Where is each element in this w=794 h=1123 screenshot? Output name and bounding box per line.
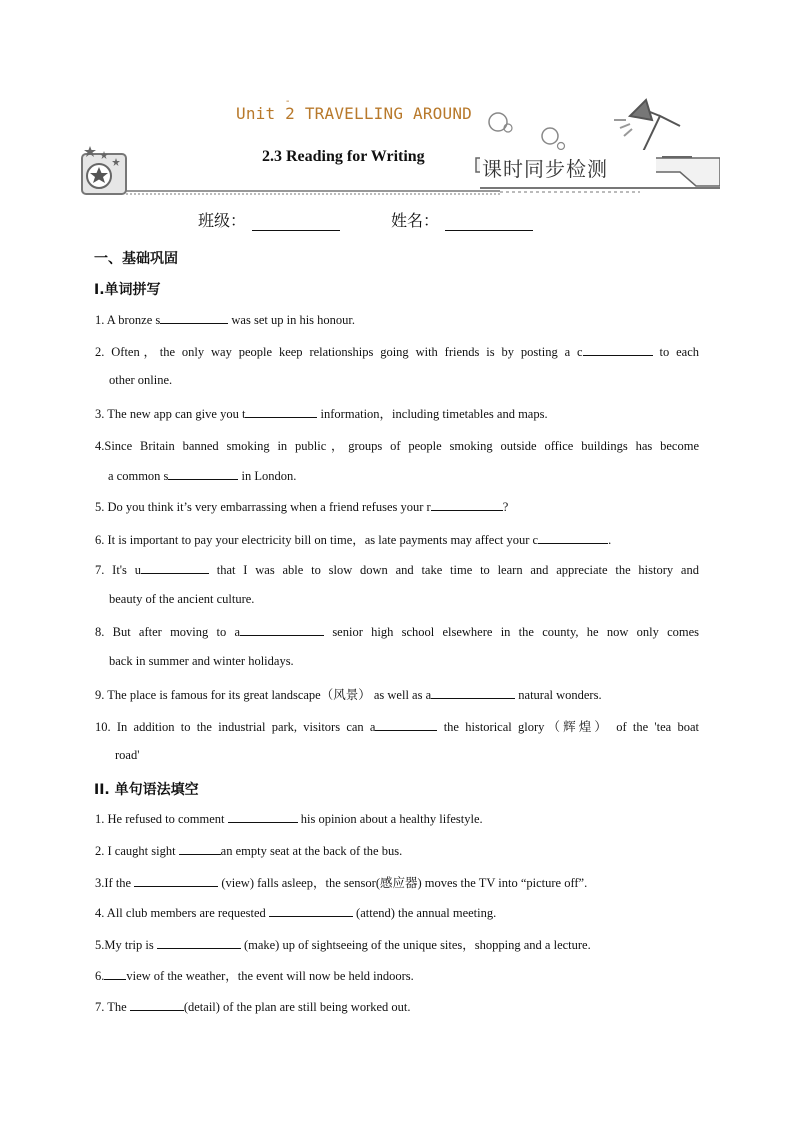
answer-blank[interactable] bbox=[141, 561, 209, 574]
name-label: 姓名： bbox=[391, 211, 440, 230]
lesson-title: 2.3 Reading for Writing bbox=[262, 148, 425, 165]
answer-blank[interactable] bbox=[134, 874, 218, 887]
question-continuation: back in summer and winter holidays. bbox=[109, 654, 294, 668]
section-title: 一、基础巩固 bbox=[94, 251, 178, 267]
answer-blank[interactable] bbox=[104, 967, 126, 980]
question-item: 9. The place is famous for its great landscape（风景） as well as a natural wonders. bbox=[95, 688, 602, 702]
section-title: II. 单句语法填空 bbox=[94, 782, 199, 798]
answer-blank[interactable] bbox=[538, 531, 608, 544]
answer-blank[interactable] bbox=[583, 343, 653, 356]
class-blank[interactable] bbox=[252, 212, 340, 231]
question-item: 4.Since Britain banned smoking in public，groups of people smoking outside office buildings has become bbox=[95, 439, 699, 453]
part-title: I.单词拼写 bbox=[94, 282, 161, 298]
answer-blank[interactable] bbox=[431, 686, 515, 699]
name-blank[interactable] bbox=[445, 212, 533, 231]
answer-blank[interactable] bbox=[130, 998, 184, 1011]
star-medal-icon bbox=[82, 146, 126, 194]
question-item: 5.My trip is (make) up of sightseeing of the unique sites，shopping and a lecture. bbox=[95, 938, 591, 952]
stamp-text: 课时同步检测 bbox=[482, 157, 608, 181]
class-field[interactable] bbox=[198, 208, 340, 231]
class-label: 班级： bbox=[198, 211, 247, 230]
question-item: 2. Often，the only way people keep relationships going with friends is by posting a c to each bbox=[95, 345, 699, 359]
question-continuation: a common s in London. bbox=[108, 469, 297, 483]
unit-dot: - bbox=[286, 96, 290, 107]
answer-blank[interactable] bbox=[240, 623, 324, 636]
question-item: 3.If the (view) falls asleep，the sensor(感应器) moves the TV into “picture off”. bbox=[95, 876, 588, 890]
answer-blank[interactable] bbox=[160, 311, 228, 324]
answer-blank[interactable] bbox=[228, 810, 298, 823]
answer-blank[interactable] bbox=[168, 467, 238, 480]
question-item: 7. The (detail) of the plan are still being worked out. bbox=[95, 1000, 411, 1014]
unit-title: Unit 2 TRAVELLING AROUND bbox=[236, 104, 472, 123]
question-item: 3. The new app can give you t information，including timetables and maps. bbox=[95, 407, 548, 421]
question-continuation: other online. bbox=[109, 373, 173, 387]
question-item: 4. All club members are requested (attend) the annual meeting. bbox=[95, 906, 497, 920]
answer-blank[interactable] bbox=[375, 718, 437, 731]
question-item: 6. It is important to pay your electricity bill on time，as late payments may affect your c . bbox=[95, 533, 612, 547]
question-continuation: road' bbox=[115, 748, 140, 762]
answer-blank[interactable] bbox=[431, 498, 503, 511]
name-field[interactable] bbox=[391, 208, 533, 231]
answer-blank[interactable] bbox=[245, 405, 317, 418]
question-item: 2. I caught sight an empty seat at the back of the bus. bbox=[95, 844, 403, 858]
question-item: 8. But after moving to a senior high school elsewhere in the county, he now only comes bbox=[95, 625, 700, 639]
question-item: 5. Do you think it’s very embarrassing when a friend refuses your r ? bbox=[95, 500, 509, 514]
question-item: 7. It's u that I was able to slow down and take time to learn and appreciate the history and bbox=[95, 563, 699, 577]
question-item: 10. In addition to the industrial park, visitors can a the historical glory（辉煌） of the 'tea boat bbox=[95, 720, 699, 734]
question-item: 6. view of the weather，the event will now be held indoors. bbox=[95, 969, 414, 983]
question-item: 1. A bronze s was set up in his honour. bbox=[95, 313, 356, 327]
answer-blank[interactable] bbox=[179, 842, 221, 855]
question-continuation: beauty of the ancient culture. bbox=[109, 592, 255, 606]
answer-blank[interactable] bbox=[269, 904, 353, 917]
question-item: 1. He refused to comment his opinion about a healthy lifestyle. bbox=[95, 812, 483, 826]
answer-blank[interactable] bbox=[157, 936, 241, 949]
bubbles-decoration bbox=[489, 113, 565, 150]
